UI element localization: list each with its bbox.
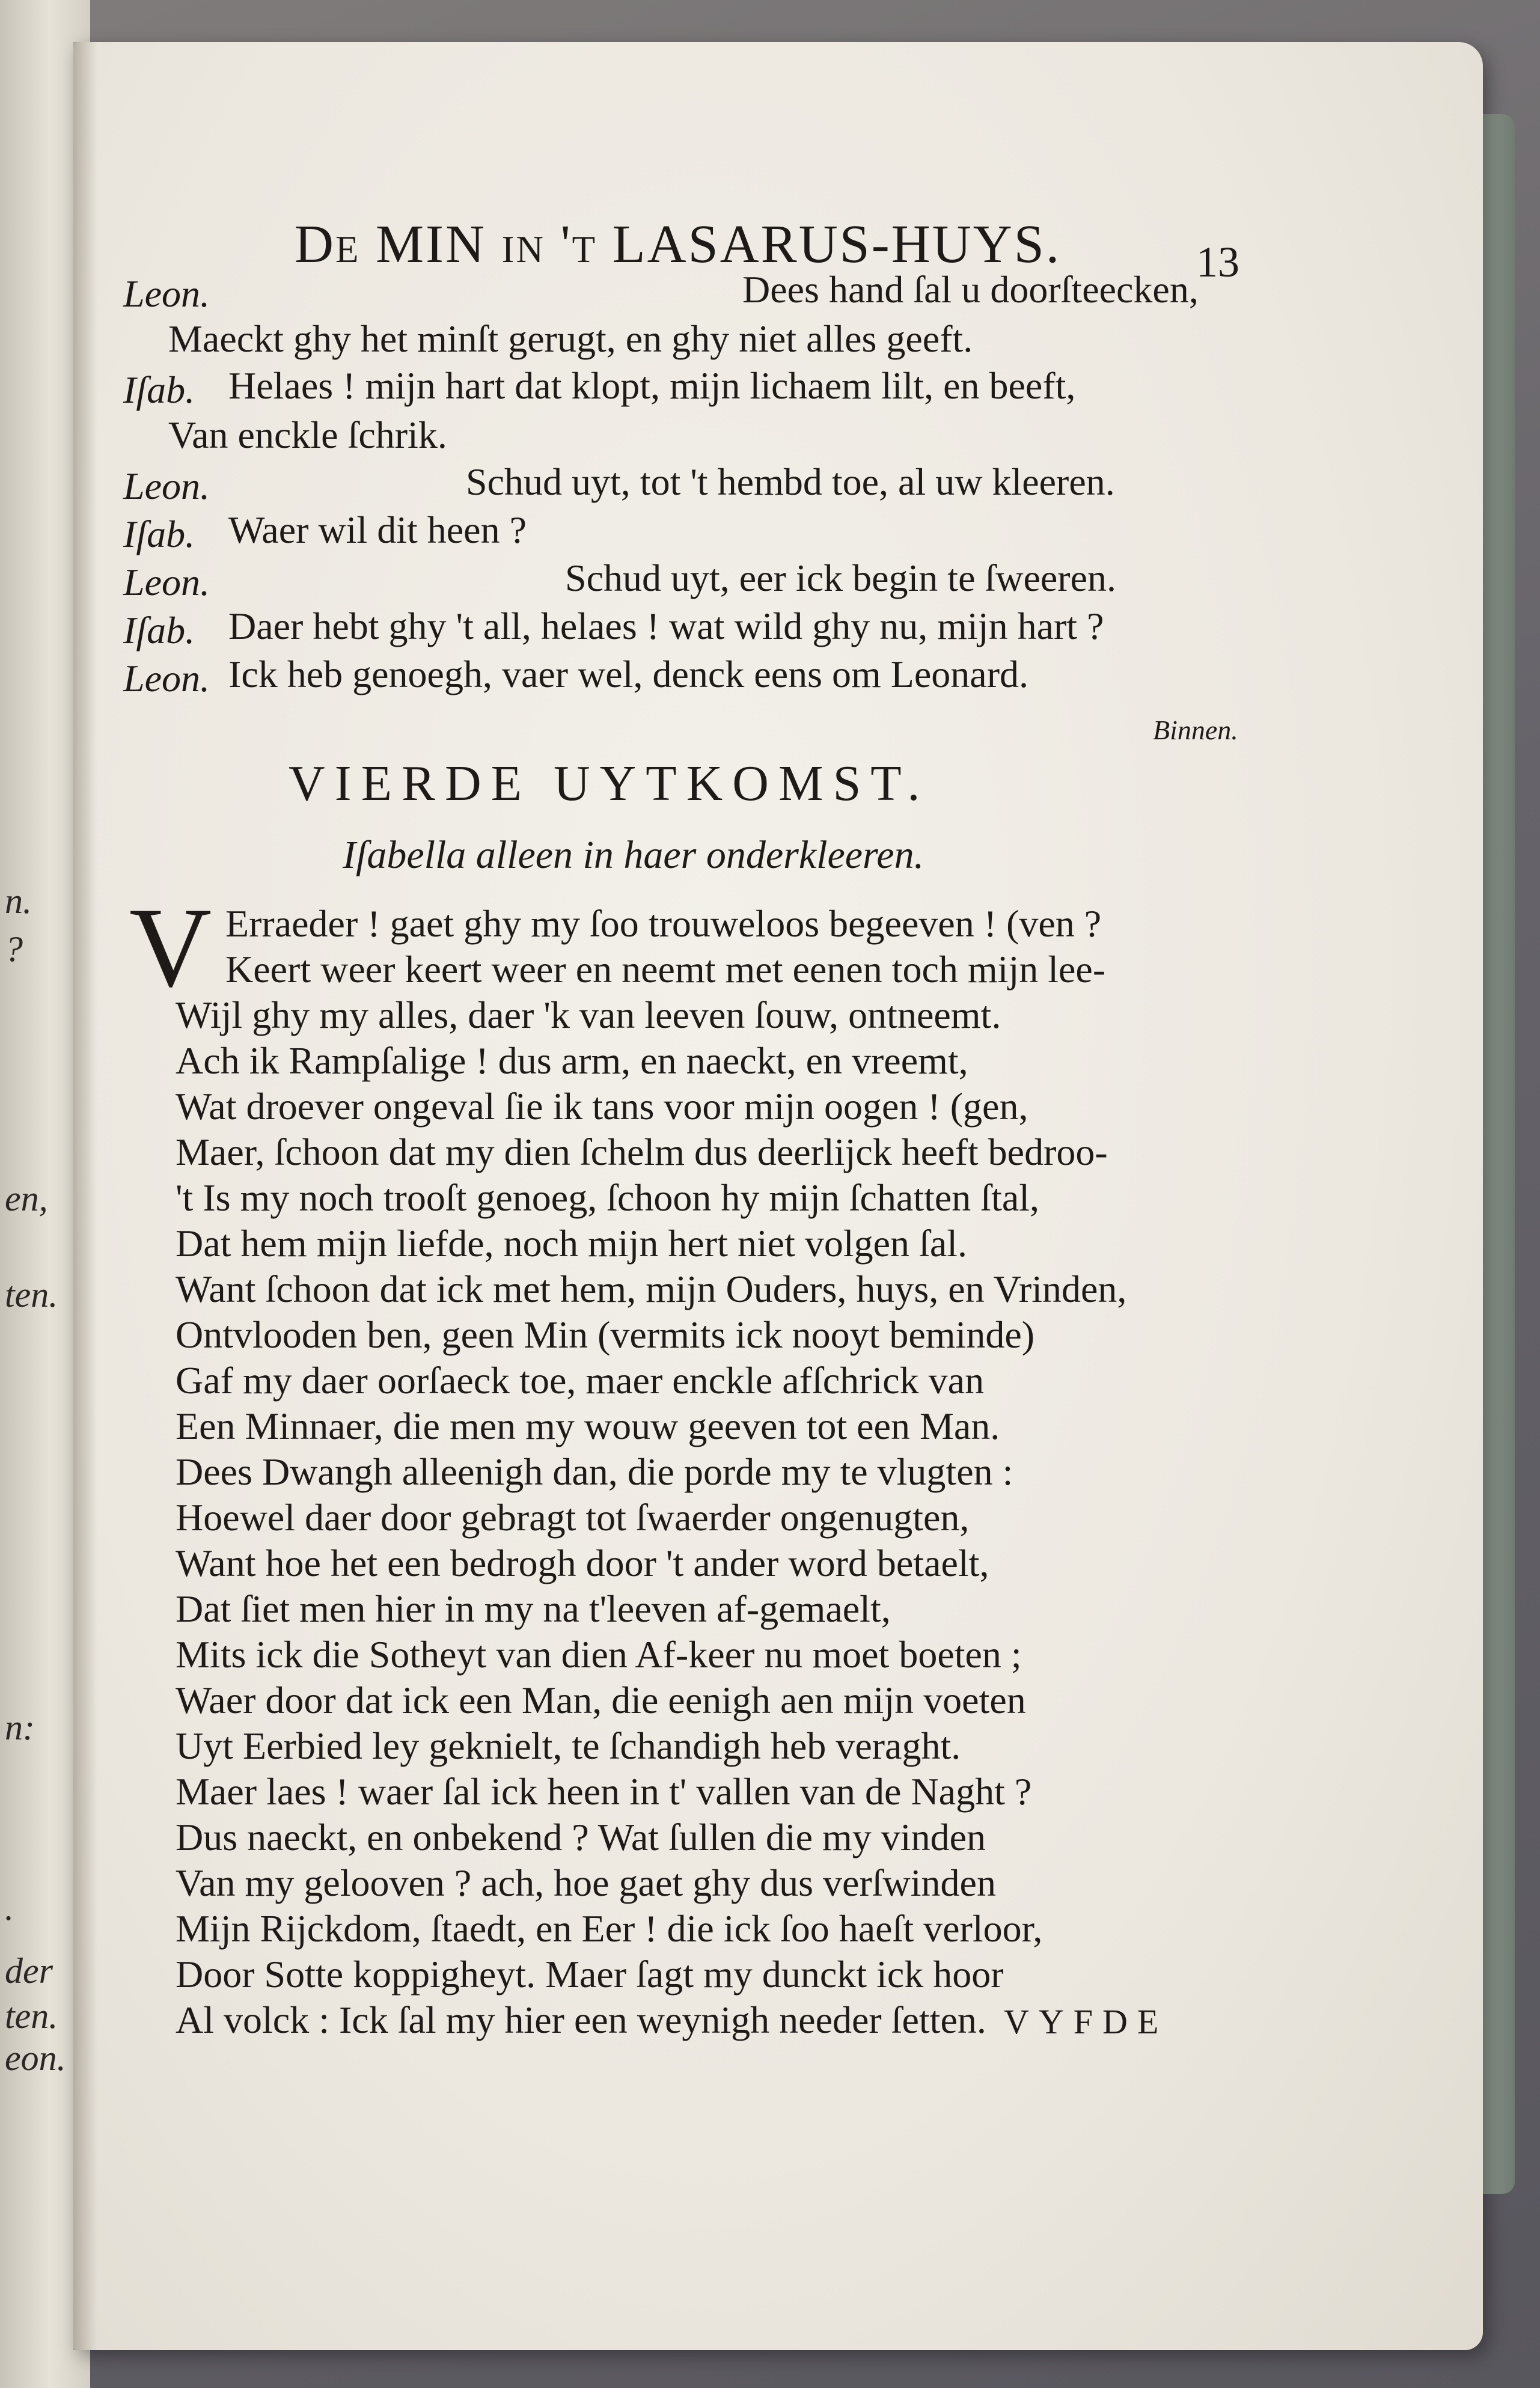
speaker-label: Iſab.	[123, 368, 195, 411]
catchword: VYFDE	[1004, 2002, 1169, 2041]
facing-page-fragment: en,	[5, 1179, 48, 1218]
facing-page-fragment: der	[5, 1951, 53, 1991]
facing-page-fragment: .	[5, 1888, 14, 1928]
verse-line: Ach ik Rampſalige ! dus arm, en naeckt, en vreemt,	[176, 1039, 968, 1082]
page-number: 13	[1196, 238, 1239, 286]
speaker-label: Leon.	[123, 272, 210, 315]
speaker-label: Leon.	[123, 561, 210, 603]
verse-line: Maer, ſchoon dat my dien ſchelm dus deerlijck heeft bedroo-	[176, 1131, 1108, 1173]
verse-line: Al volck : Ick ſal my hier een weynigh needer ſetten.	[176, 1999, 986, 2041]
verse-line: Want hoe het een bedrogh door 't ander word betaelt,	[176, 1542, 989, 1584]
verse-line: 't Is my noch trooſt genoeg, ſchoon hy mijn ſchatten ſtal,	[176, 1176, 1040, 1219]
verse-line: Dees Dwangh alleenigh dan, die porde my te vlugten :	[176, 1450, 1013, 1493]
drop-cap: V	[129, 885, 212, 1011]
speaker-label: Iſab.	[123, 513, 195, 555]
scene-subtitle: Iſabella alleen in haer onderkleeren.	[343, 833, 924, 877]
speaker-label: Leon.	[123, 657, 210, 700]
verse-line: Dus naeckt, en onbekend ? Wat ſullen die my vinden	[176, 1816, 986, 1858]
dialogue-line: Daer hebt ghy 't all, helaes ! wat wild ghy nu, mijn hart ?	[228, 605, 1104, 647]
verse-line: Hoewel daer door gebragt tot ſwaerder ongenugten,	[176, 1496, 970, 1539]
facing-page-fragment: ?	[5, 929, 23, 969]
verse-line: Een Minnaer, die men my wouw geeven tot een Man.	[176, 1405, 1000, 1447]
verse-line: Ontvlooden ben, geen Min (vermits ick nooyt beminde)	[176, 1313, 1035, 1356]
dialogue-line: Van enckle ſchrik.	[168, 414, 447, 456]
verse-line: Wat droever ongeval ſie ik tans voor mijn oogen ! (gen,	[176, 1085, 1028, 1128]
dialogue-line: Maeckt ghy het minſt gerugt, en ghy niet alles geeft.	[168, 317, 973, 360]
dialogue-line: Ick heb genoegh, vaer wel, denck eens om Leonard.	[228, 653, 1028, 695]
verse-line: Uyt Eerbied ley geknielt, te ſchandigh heb veraght.	[176, 1724, 961, 1767]
verse-line: Waer door dat ick een Man, die eenigh aen mijn voeten	[176, 1679, 1026, 1721]
dialogue-line: Waer wil dit heen ?	[228, 508, 527, 551]
dialogue-line: Dees hand ſal u doorſteecken,	[742, 268, 1199, 311]
speaker-label: Iſab.	[123, 609, 195, 652]
speaker-label: Leon.	[123, 465, 210, 507]
facing-page-fragment: eon.	[5, 2038, 66, 2078]
facing-page-fragment: ten.	[5, 1996, 58, 2036]
dialogue-line: Schud uyt, tot 't hembd toe, al uw kleeren.	[466, 460, 1115, 503]
facing-page-fragment: n:	[5, 1708, 35, 1747]
dialogue-line: Schud uyt, eer ick begin te ſweeren.	[565, 557, 1116, 599]
facing-page-fragment: ten.	[5, 1275, 58, 1315]
verse-line: Door Sotte koppigheyt. Maer ſagt my dunckt ick hoor	[176, 1953, 1004, 1996]
verse-line: Keert weer keert weer en neemt met eenen toch mijn lee-	[225, 948, 1106, 991]
verse-line: Dat ſiet men hier in my na t'leeven af-gemaelt,	[176, 1587, 891, 1630]
verse-line: Want ſchoon dat ick met hem, mijn Ouders, huys, en Vrinden,	[176, 1268, 1127, 1310]
facing-page-fragment: n.	[5, 881, 32, 921]
verse-line: Mits ick die Sotheyt van dien Af-keer nu moet boeten ;	[176, 1633, 1022, 1676]
verse-line: Van my gelooven ? ach, hoe gaet ghy dus verſwinden	[176, 1861, 996, 1904]
page-gutter-shadow	[73, 42, 97, 2350]
dialogue-line: Helaes ! mijn hart dat klopt, mijn lichaem lilt, en beeft,	[228, 364, 1076, 407]
verse-line: Dat hem mijn liefde, noch mijn hert niet volgen ſal.	[176, 1222, 967, 1265]
verse-line: Mijn Rijckdom, ſtaedt, en Eer ! die ick ſoo haeſt verloor,	[176, 1907, 1043, 1950]
verse-line: Wijl ghy my alles, daer 'k van leeven ſouw, ontneemt.	[176, 994, 1001, 1036]
act-title: VIERDE UYTKOMST.	[289, 756, 930, 811]
verse-line: Maer laes ! waer ſal ick heen in t' vallen van de Naght ?	[176, 1770, 1032, 1813]
stage-direction-exit: Binnen.	[1153, 715, 1238, 745]
verse-line: Gaf my daer oorſaeck toe, maer enckle afſchrick van	[176, 1359, 985, 1402]
running-title: De MIN in 't LASARUS-HUYS.	[295, 215, 1062, 274]
verse-line: Erraeder ! gaet ghy my ſoo trouweloos begeeven ! (ven ?	[225, 902, 1102, 945]
